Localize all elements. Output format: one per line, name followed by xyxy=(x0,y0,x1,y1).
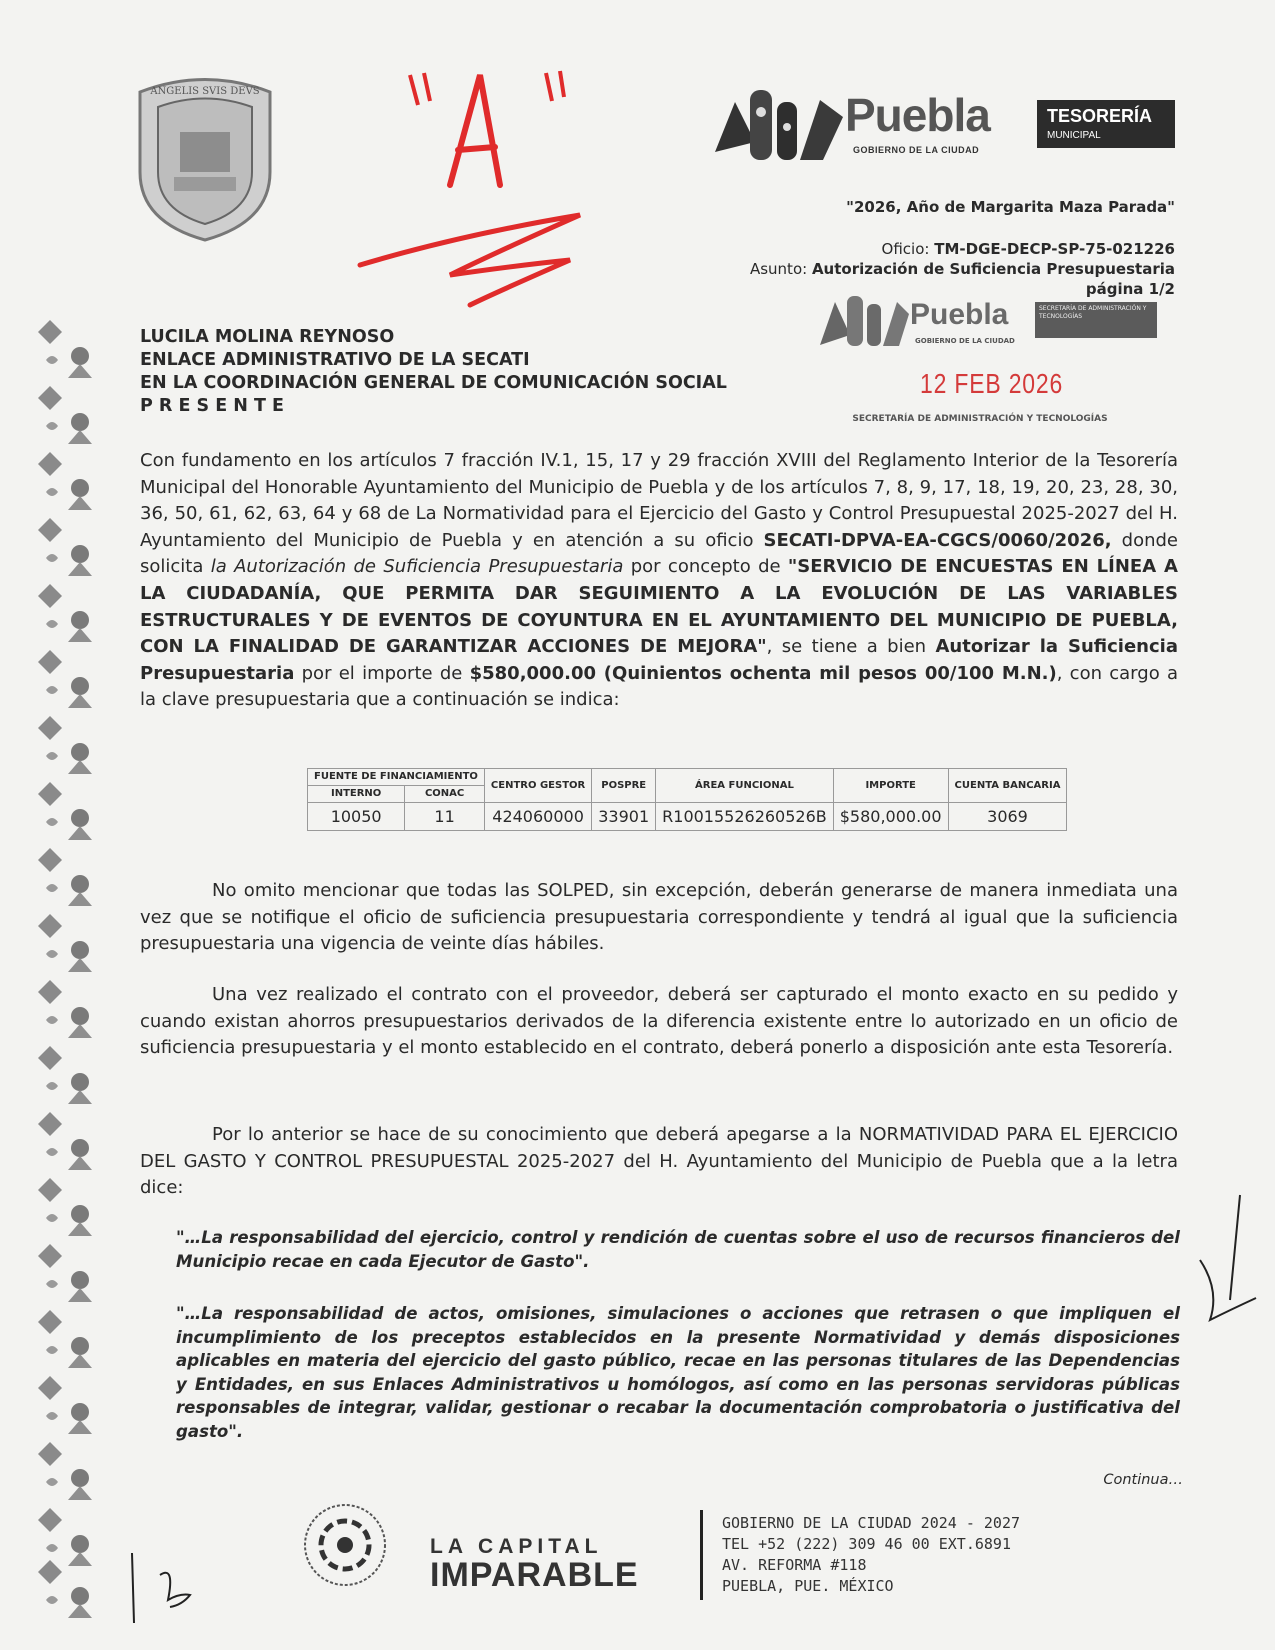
slogan-line-1: LA CAPITAL xyxy=(430,1535,603,1558)
puebla-logo xyxy=(705,82,1175,168)
p1-text-b: donde solicita xyxy=(140,529,1178,578)
stamp-subtitle: GOBIERNO DE LA CIUDAD xyxy=(915,337,1015,345)
logo-word: Puebla xyxy=(845,89,990,141)
tesoreria-subtitle: MUNICIPAL xyxy=(1047,130,1101,141)
p1-text-f: , con cargo a la clave presupuestaria que a continuación se indica: xyxy=(140,662,1178,711)
stamp-secretaria: SECRETARÍA DE ADMINISTRACIÓN Y TECNOLOGÍAS xyxy=(852,414,1108,424)
table-row xyxy=(308,803,1067,831)
year-motto: "2026, Año de Margarita Maza Parada" xyxy=(846,198,1175,216)
paragraph-3: Una vez realizado el contrato con el proveedor, deberá ser capturado el monto exacto en su pedido y cuando existan ahorros presupuestarios derivados de la diferencia existente entre lo autorizado en un oficio de suficiencia presupuestaria y el monto establecido en el contrato, deberá ponerlo a disposición ante esta Tesorería. xyxy=(140,984,1178,1059)
addressee-role: ENLACE ADMINISTRATIVO DE LA SECATI xyxy=(140,350,530,370)
paragraph-4: Por lo anterior se hace de su conocimiento que deberá apegarse a la NORMATIVIDAD PARA EL EJERCICIO DEL GASTO Y CONTROL PRESUPUESTAL 2025-2027 del H. Ayuntamiento del Municipio de Puebla que a la letra dice: xyxy=(140,1124,1178,1199)
td-importe: $580,000.00 xyxy=(833,803,948,831)
paragraph-2: No omito mencionar que todas las SOLPED, sin excepción, deberán generarse de manera inmediata una vez que se notifique el oficio de suficiencia presupuestaria correspondiente y tendrá al igual que la suficiencia presupuestaria una vigencia de veinte días hábiles. xyxy=(140,880,1178,955)
signature-mark xyxy=(1190,1190,1260,1370)
th-importe: IMPORTE xyxy=(833,769,948,803)
stamp-date: 12 FEB 2026 xyxy=(920,368,1064,399)
initials-mark xyxy=(120,1545,210,1625)
p1-amount: $580,000.00 (Quinientos ochenta mil pesos 00/100 M.N.) xyxy=(469,662,1057,684)
p1-concept: "SERVICIO DE ENCUESTAS EN LÍNEA A LA CIUDADANÍA, QUE PERMITA DAR SEGUIMIENTO A LA EVOLUCIÓN DE LAS VARIABLES ESTRUCTURALES Y DE EVENTOS DE COYUNTURA EN EL AYUNTAMIENTO DEL MUNICIPIO DE PUEBLA, CON LA FINALIDAD DE GARANTIZAR ACCIONES DE MEJORA" xyxy=(140,556,1178,658)
quote-2: "…La responsabilidad de actos, omisiones, simulaciones o acciones que retrasen o que impliquen el incumplimiento de los preceptos establecidos en la presente Normatividad y demás disposiciones aplicables en materia del ejercicio del gasto público, recae en las personas titulares de las Dependencias y Entidades, en sus Enlaces Administrativos u homólogos, así como en las personas servidoras públicas responsables de integrar, validar, gestionar o recabar la documentación comprobatoria o justificativa del gasto". xyxy=(176,1304,1180,1441)
td-interno: 10050 xyxy=(308,803,405,831)
p1-text-e: por el importe de xyxy=(294,662,470,684)
oficio-line xyxy=(882,240,1175,258)
tesoreria-box xyxy=(1037,100,1175,148)
slogan xyxy=(430,1535,639,1594)
svg-text:ANGELIS SVIS DEVS: ANGELIS SVIS DEVS xyxy=(150,86,260,97)
p1-italic: la Autorización de Suficiencia Presupuestaria xyxy=(210,556,624,578)
p1-text-a: Con fundamento en los artículos 7 fracción IV.1, 15, 17 y 29 fracción XVIII del Reglamento Interior de la Tesorería Municipal del Honorable Ayuntamiento del Municipio de Puebla y de los artículos 7, 8, 9, 17, 18, 19, 20, 23, 28, 30, 36, 50, 61, 62, 63, 64 y 68 de La Normatividad para el Ejercicio del Gasto y Control Presupuestal 2025-2027 del H. Ayuntamiento del Municipio de Puebla y en atención a su oficio xyxy=(140,450,1178,551)
stamp-logo-word: Puebla xyxy=(910,298,1009,331)
footer-line-4: PUEBLA, PUE. MÉXICO xyxy=(722,1577,894,1595)
slogan-line-2: IMPARABLE xyxy=(430,1556,639,1594)
page-number-text: página 1/2 xyxy=(1085,280,1175,298)
asunto-value: Autorización de Suficiencia Presupuestaria xyxy=(811,260,1175,278)
th-interno: INTERNO xyxy=(308,786,405,803)
th-cuenta: CUENTA BANCARIA xyxy=(948,769,1067,803)
footer-line-1: GOBIERNO DE LA CIUDAD 2024 - 2027 xyxy=(722,1514,1021,1532)
reception-stamp xyxy=(815,290,1165,450)
table-header-row xyxy=(308,769,1067,786)
td-cuenta: 3069 xyxy=(948,803,1067,831)
stamp-box: SECRETARÍA DE ADMINISTRACIÓN Y TECNOLOGÍAS xyxy=(1035,302,1157,338)
th-centro: CENTRO GESTOR xyxy=(484,769,591,803)
quote-1: "…La responsabilidad del ejercicio, control y rendición de cuentas sobre el uso de recursos financieros del Municipio recae en cada Ejecutor de Gasto". xyxy=(176,1228,1180,1271)
th-pospre: POSPRE xyxy=(592,769,656,803)
p1-text-d: , se tiene a bien xyxy=(766,636,936,658)
footer-line-2: TEL +52 (222) 309 46 00 EXT.6891 xyxy=(722,1535,1011,1553)
oficio-label: Oficio: xyxy=(881,240,930,258)
addressee-block xyxy=(140,326,727,418)
addressee-name: LUCILA MOLINA REYNOSO xyxy=(140,327,395,347)
paragraph-1 xyxy=(140,448,1178,714)
th-fuente: FUENTE DE FINANCIAMIENTO xyxy=(308,769,485,786)
equality-emblem-icon xyxy=(300,1500,390,1590)
p1-autorizar: Autorizar la Suficiencia Presupuestaria xyxy=(140,636,1178,684)
td-centro: 424060000 xyxy=(484,803,591,831)
p1-text-c: por concepto de xyxy=(623,556,788,578)
oficio-number: TM-DGE-DECP-SP-75-021226 xyxy=(934,240,1175,258)
city-seal-icon xyxy=(130,72,280,242)
asunto-label: Asunto: xyxy=(749,260,808,278)
red-annotation xyxy=(340,55,630,315)
continua-label: Continua… xyxy=(1103,1472,1183,1488)
logo-subtitle: GOBIERNO DE LA CIUDAD xyxy=(853,145,980,155)
addressee-area: EN LA COORDINACIÓN GENERAL DE COMUNICACIÓN SOCIAL xyxy=(140,373,727,393)
footer-address xyxy=(722,1513,1020,1597)
logo-emblem-icon xyxy=(705,82,845,168)
td-pospre: 33901 xyxy=(592,803,656,831)
th-area: ÁREA FUNCIONAL xyxy=(656,769,834,803)
th-conac: CONAC xyxy=(405,786,485,803)
footer-line-3: AV. REFORMA #118 xyxy=(722,1556,867,1574)
footer-divider xyxy=(700,1510,703,1600)
tesoreria-title: TESORERÍA xyxy=(1047,106,1153,126)
budget-table xyxy=(307,768,1067,831)
addressee-presente: P R E S E N T E xyxy=(140,396,284,416)
p1-oficio: SECATI-DPVA-EA-CGCS/0060/2026, xyxy=(763,529,1112,551)
stamp-emblem-icon xyxy=(815,290,910,350)
td-conac: 11 xyxy=(405,803,485,831)
asunto-line xyxy=(750,260,1175,278)
td-area: R10015526260526B xyxy=(656,803,834,831)
decorative-border xyxy=(36,320,100,1620)
